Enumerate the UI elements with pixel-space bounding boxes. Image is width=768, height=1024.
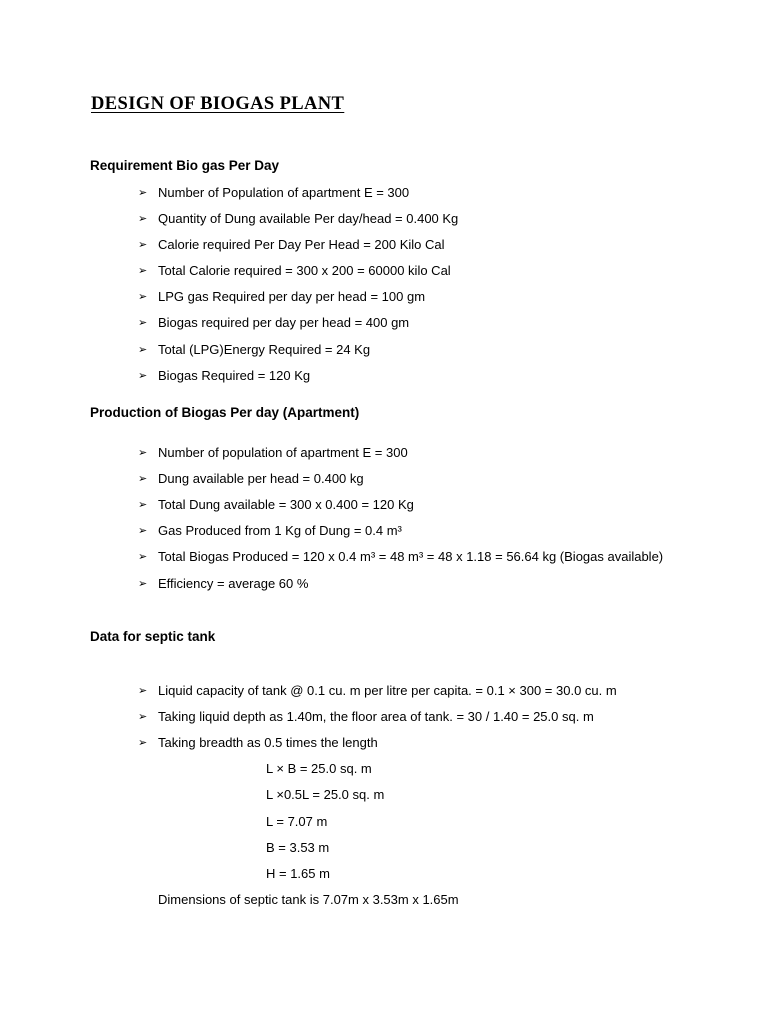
arrow-bullet-icon: ➢ — [138, 473, 148, 485]
arrow-bullet-icon: ➢ — [138, 711, 148, 723]
equation-substitution: L ×0.5L = 25.0 sq. m — [266, 787, 385, 802]
arrow-bullet-icon: ➢ — [138, 578, 148, 590]
arrow-bullet-icon: ➢ — [138, 685, 148, 697]
production-heading: Production of Biogas Per day (Apartment) — [90, 405, 360, 420]
document-title: DESIGN OF BIOGAS PLANT — [91, 94, 345, 114]
arrow-bullet-icon: ➢ — [138, 447, 148, 459]
arrow-bullet-icon: ➢ — [138, 317, 148, 329]
arrow-bullet-icon: ➢ — [138, 187, 148, 199]
arrow-bullet-icon: ➢ — [138, 291, 148, 303]
arrow-bullet-icon: ➢ — [138, 499, 148, 511]
arrow-bullet-icon: ➢ — [138, 525, 148, 537]
arrow-bullet-icon: ➢ — [138, 370, 148, 382]
equation-breadth: B = 3.53 m — [266, 840, 330, 855]
arrow-bullet-icon: ➢ — [138, 551, 148, 563]
septic-heading: Data for septic tank — [90, 629, 216, 644]
septic-dimensions: Dimensions of septic tank is 7.07m x 3.53m x 1.65m — [158, 892, 459, 907]
requirement-heading: Requirement Bio gas Per Day — [90, 158, 280, 173]
arrow-bullet-icon: ➢ — [138, 265, 148, 277]
arrow-bullet-icon: ➢ — [138, 213, 148, 225]
equation-length: L = 7.07 m — [266, 814, 328, 829]
arrow-bullet-icon: ➢ — [138, 737, 148, 749]
equation-area: L × B = 25.0 sq. m — [266, 761, 372, 776]
arrow-bullet-icon: ➢ — [138, 344, 148, 356]
arrow-bullet-icon: ➢ — [138, 239, 148, 251]
document-page: DESIGN OF BIOGAS PLANT Requirement Bio gas Per Day ➢ Number of Population of apartment E = 300 ➢ Quantity of Dung available Per day/head = 0.400 Kg ➢ Calorie required Per Day Per Head = 200 Kilo Cal ➢ Total Calorie required = 300 x 200 = 60000 kilo Cal ➢ LPG gas Required per day per head = 100 gm ➢ Biogas required per day per head = 400 gm ➢ Total (LPG)Energy Required = 24 Kg ➢ Biogas Required = 120 Kg Production of Biogas Per day (Apartment) ➢ Number of population of apartment E = 300 ➢ Dung available per head = 0.400 kg ➢ Total Dung available = 300 x 0.400 = 120 Kg ➢ Gas Produced from 1 Kg of Dung = 0.4 m³ ➢ Total Biogas Produced = 120 x 0.4 m³ = 48 m³ = 48 x 1.18 = 56.64 kg (Biogas available) ➢ Efficiency = average 60 % Data for septic tank ➢ Liquid capacity of tank @ 0.1 cu. m per litre per capita. = 0.1 × 300 = 30.0 cu. m ➢ Taking liquid depth as 1.40m, the floor area of tank. = 30 / 1.40 = 25.0 sq. m ➢ Taking breadth as 0.5 times the length L × B = 25.0 sq. m L ×0.5L = 25.0 sq. m L = 7.07 m B = 3.53 m H = 1.65 m Dimensions of septic tank is 7.07m x 3.53m x 1.65m — [90, 94, 664, 907]
equation-height: H = 1.65 m — [266, 866, 330, 881]
